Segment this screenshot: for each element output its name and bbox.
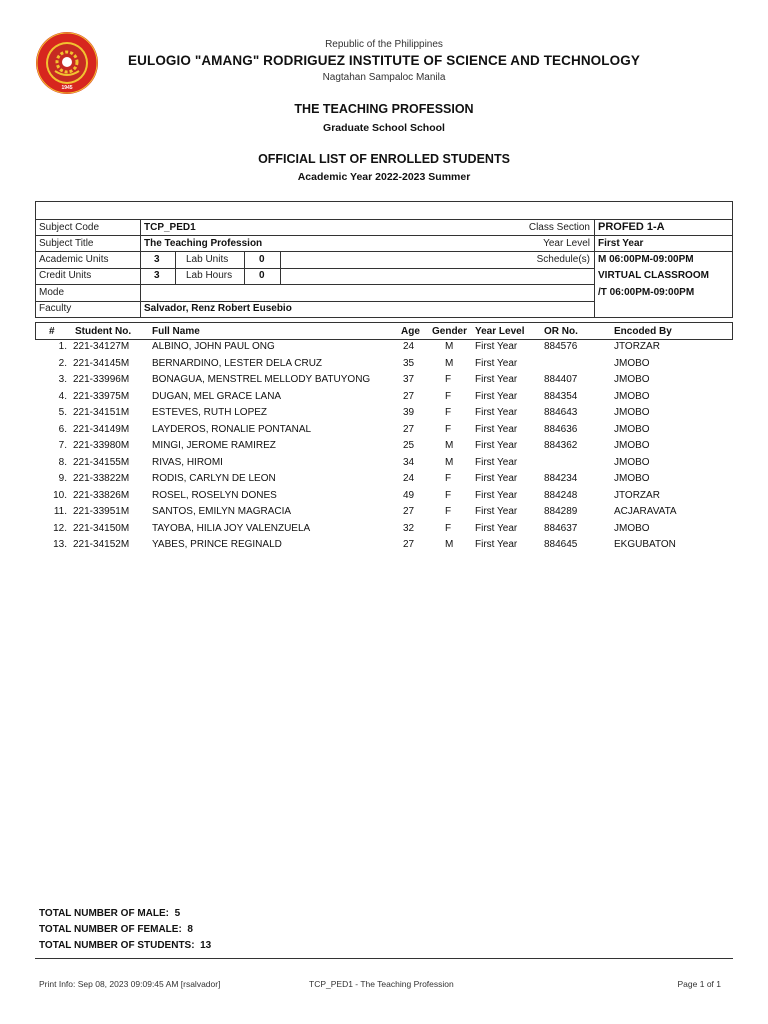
total-students-label: TOTAL NUMBER OF STUDENTS: <box>39 940 195 951</box>
cell-or-no: 884362 <box>544 440 578 451</box>
header-program: THE TEACHING PROFESSION <box>294 102 474 116</box>
cell-encoded-by: JMOBO <box>614 374 650 385</box>
cell-gender: M <box>445 440 454 451</box>
col-year-level: Year Level <box>475 326 525 337</box>
table-row <box>35 424 733 440</box>
cell-year-level: First Year <box>475 374 518 385</box>
cell-gender: F <box>445 390 452 402</box>
header-address: Nagtahan Sampaloc Manila <box>322 72 446 83</box>
cell-full-name: ALBINO, JOHN PAUL ONG <box>152 341 275 352</box>
table-row <box>35 374 733 390</box>
cell-full-name: ROSEL, ROSELYN DONES <box>152 489 277 501</box>
seal-year: 1945 <box>61 85 73 91</box>
cell-encoded-by: JMOBO <box>614 456 650 468</box>
cell-gender: M <box>445 341 454 352</box>
cell-num: 2. <box>58 357 67 369</box>
cell-gender: M <box>445 539 454 550</box>
cell-full-name: DUGAN, MEL GRACE LANA <box>152 390 282 402</box>
footer-subject: TCP_PED1 - The Teaching Profession <box>309 979 454 989</box>
cell-num: 13. <box>53 539 67 550</box>
col-age: Age <box>401 326 420 337</box>
table-row <box>35 490 733 506</box>
cell-year-level: First Year <box>475 522 518 534</box>
col-number: # <box>49 326 55 337</box>
cell-or-no: 884289 <box>544 506 578 517</box>
cell-encoded-by: JMOBO <box>614 522 650 534</box>
subject-title-label: Subject Title <box>39 238 94 249</box>
col-full-name: Full Name <box>152 326 200 337</box>
document-title: OFFICIAL LIST OF ENROLLED STUDENTS <box>258 152 510 166</box>
cell-num: 3. <box>58 374 67 385</box>
table-row <box>35 473 733 489</box>
lab-units-value: 0 <box>259 254 265 265</box>
cell-gender: F <box>445 522 452 534</box>
cell-age: 35 <box>403 357 415 369</box>
header-school-name: EULOGIO "AMANG" RODRIGUEZ INSTITUTE OF SCIENCE AND TECHNOLOGY <box>128 53 640 68</box>
student-table-header <box>35 322 733 340</box>
table-row <box>35 341 733 357</box>
cell-encoded-by: JMOBO <box>614 473 650 484</box>
cell-full-name: RIVAS, HIROMI <box>152 456 223 468</box>
cell-full-name: YABES, PRINCE REGINALD <box>152 539 282 550</box>
cell-encoded-by: JMOBO <box>614 407 650 418</box>
cell-student-no: 221-34145M <box>73 357 130 369</box>
header-graduate-school: Graduate School School <box>323 122 445 134</box>
footer-divider <box>35 958 733 959</box>
col-or-no: OR No. <box>544 326 578 337</box>
cell-year-level: First Year <box>475 539 518 550</box>
subject-info-box <box>35 201 733 318</box>
cell-year-level: First Year <box>475 423 518 435</box>
cell-num: 6. <box>58 423 67 435</box>
cell-encoded-by: JMOBO <box>614 440 650 451</box>
col-gender: Gender <box>432 326 468 337</box>
cell-student-no: 221-34149M <box>73 423 130 435</box>
cell-num: 8. <box>58 456 67 468</box>
class-section-value: PROFED 1-A <box>598 221 665 233</box>
cell-gender: F <box>445 374 452 385</box>
cell-student-no: 221-33951M <box>73 506 130 517</box>
cell-age: 27 <box>403 539 415 550</box>
table-row <box>35 407 733 423</box>
cell-student-no: 221-34155M <box>73 456 130 468</box>
total-students <box>39 940 211 951</box>
cell-encoded-by: EKGUBATON <box>614 539 676 550</box>
lab-units-label: Lab Units <box>186 254 229 265</box>
cell-num: 7. <box>58 440 67 451</box>
cell-year-level: First Year <box>475 357 518 369</box>
total-female-label: TOTAL NUMBER OF FEMALE: <box>39 924 182 935</box>
cell-age: 49 <box>403 489 415 501</box>
cell-gender: F <box>445 407 452 418</box>
cell-age: 37 <box>403 374 415 385</box>
cell-student-no: 221-34150M <box>73 522 130 534</box>
subject-code-value: TCP_PED1 <box>144 222 196 233</box>
cell-age: 24 <box>403 341 415 352</box>
col-encoded-by: Encoded By <box>614 326 672 337</box>
schedule-line-2: VIRTUAL CLASSROOM <box>598 270 709 281</box>
cell-encoded-by: JTORZAR <box>614 489 660 501</box>
cell-age: 24 <box>403 473 415 484</box>
credit-units-label: Credit Units <box>39 270 92 281</box>
cell-or-no: 884643 <box>544 407 578 418</box>
cell-age: 27 <box>403 423 415 435</box>
cell-student-no: 221-33975M <box>73 390 130 402</box>
schedule-line-1: M 06:00PM-09:00PM <box>598 254 694 265</box>
subject-title-value: The Teaching Profession <box>144 238 263 249</box>
cell-full-name: BERNARDINO, LESTER DELA CRUZ <box>152 357 323 369</box>
total-female-value: 8 <box>187 924 193 935</box>
cell-age: 27 <box>403 390 415 402</box>
total-students-value: 13 <box>200 940 212 951</box>
cell-num: 11. <box>53 506 67 517</box>
cell-full-name: TAYOBA, HILIA JOY VALENZUELA <box>152 522 311 534</box>
page-number: Page 1 of 1 <box>677 979 721 989</box>
cell-full-name: ESTEVES, RUTH LOPEZ <box>152 407 268 418</box>
cell-student-no: 221-33826M <box>73 489 130 501</box>
cell-or-no: 884354 <box>544 390 578 402</box>
table-row <box>35 358 733 374</box>
cell-age: 27 <box>403 506 415 517</box>
lab-hours-label: Lab Hours <box>186 270 233 281</box>
academic-year: Academic Year 2022-2023 Summer <box>297 171 471 183</box>
print-info: Print Info: Sep 08, 2023 09:09:45 AM [rsalvador] <box>39 979 221 989</box>
cell-gender: F <box>445 489 452 501</box>
cell-num: 12. <box>53 522 67 534</box>
faculty-value: Salvador, Renz Robert Eusebio <box>144 303 292 314</box>
cell-age: 32 <box>403 522 415 534</box>
col-student-no: Student No. <box>75 326 132 337</box>
cell-age: 34 <box>403 456 415 468</box>
schedule-line-3: /T 06:00PM-09:00PM <box>598 287 695 298</box>
year-level-label: Year Level <box>543 238 590 249</box>
cell-gender: F <box>445 506 452 517</box>
cell-age: 39 <box>403 407 415 418</box>
cell-year-level: First Year <box>475 456 518 468</box>
cell-encoded-by: JTORZAR <box>614 341 660 352</box>
table-row <box>35 523 733 539</box>
cell-student-no: 221-33822M <box>73 473 130 484</box>
cell-year-level: First Year <box>475 506 518 517</box>
year-level-value: First Year <box>598 238 644 249</box>
lab-hours-value: 0 <box>259 270 265 281</box>
total-male <box>39 908 180 919</box>
cell-year-level: First Year <box>475 341 518 352</box>
cell-num: 5. <box>58 407 67 418</box>
cell-or-no: 884645 <box>544 539 578 550</box>
cell-gender: M <box>445 357 454 369</box>
cell-or-no: 884636 <box>544 423 578 435</box>
cell-full-name: MINGI, JEROME RAMIREZ <box>152 440 276 451</box>
cell-student-no: 221-34152M <box>73 539 130 550</box>
cell-year-level: First Year <box>475 440 518 451</box>
total-male-value: 5 <box>174 908 181 919</box>
total-female <box>39 924 193 935</box>
cell-or-no: 884576 <box>544 341 578 352</box>
cell-full-name: LAYDEROS, RONALIE PONTANAL <box>152 423 312 435</box>
cell-gender: M <box>445 456 454 468</box>
cell-full-name: SANTOS, EMILYN MAGRACIA <box>152 506 292 517</box>
mode-label: Mode <box>39 287 65 298</box>
cell-gender: F <box>445 423 452 435</box>
header-republic: Republic of the Philippines <box>325 39 443 50</box>
cell-encoded-by: JMOBO <box>614 423 650 435</box>
cell-or-no: 884234 <box>544 473 578 484</box>
table-row <box>35 391 733 407</box>
cell-gender: F <box>445 473 452 484</box>
cell-encoded-by: JMOBO <box>614 357 650 369</box>
cell-full-name: BONAGUA, MENSTREL MELLODY BATUYONG <box>152 374 371 385</box>
academic-units-label: Academic Units <box>39 254 109 265</box>
cell-or-no: 884637 <box>544 522 578 534</box>
cell-full-name: RODIS, CARLYN DE LEON <box>152 473 276 484</box>
cell-or-no: 884248 <box>544 489 578 501</box>
cell-student-no: 221-34151M <box>73 407 130 418</box>
academic-units-value: 3 <box>154 254 160 265</box>
cell-year-level: First Year <box>475 489 518 501</box>
cell-encoded-by: JMOBO <box>614 390 650 402</box>
cell-student-no: 221-33996M <box>73 374 130 385</box>
cell-student-no: 221-33980M <box>73 440 130 451</box>
cell-student-no: 221-34127M <box>73 341 130 352</box>
cell-or-no: 884407 <box>544 374 578 385</box>
table-row <box>35 457 733 473</box>
credit-units-value: 3 <box>154 270 160 281</box>
table-row <box>35 440 733 456</box>
faculty-label: Faculty <box>39 303 72 314</box>
cell-num: 10. <box>53 489 67 501</box>
cell-year-level: First Year <box>475 407 518 418</box>
cell-num: 4. <box>58 390 67 402</box>
cell-year-level: First Year <box>475 473 518 484</box>
class-section-label: Class Section <box>528 222 590 233</box>
table-row <box>35 539 733 555</box>
table-row <box>35 506 733 522</box>
cell-num: 1. <box>58 341 67 352</box>
total-male-label: TOTAL NUMBER OF MALE: <box>39 908 169 919</box>
cell-age: 25 <box>403 440 415 451</box>
cell-encoded-by: ACJARAVATA <box>614 506 677 517</box>
cell-year-level: First Year <box>475 390 518 402</box>
subject-code-label: Subject Code <box>39 222 100 233</box>
cell-num: 9. <box>58 473 67 484</box>
schedule-label: Schedule(s) <box>536 254 590 265</box>
